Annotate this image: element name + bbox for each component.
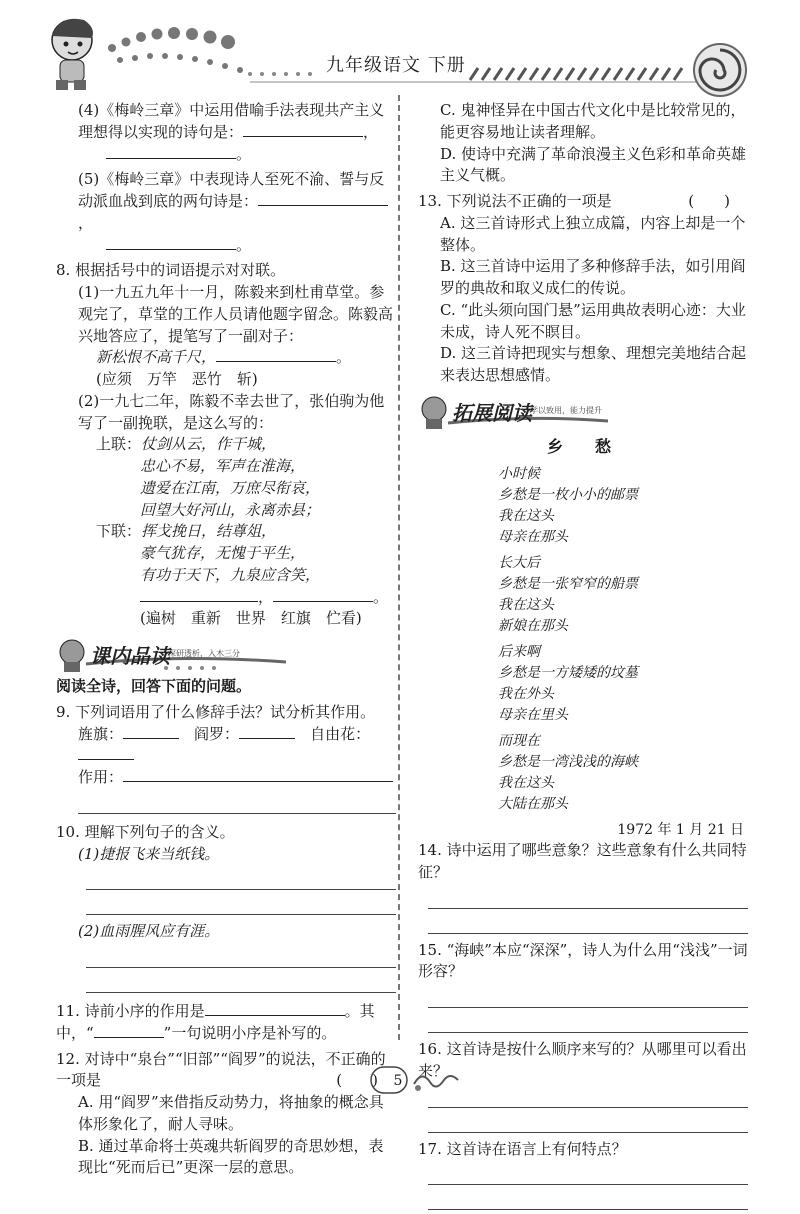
- punct: ，: [258, 587, 274, 606]
- label: 自由花：: [310, 724, 371, 743]
- answer-blank[interactable]: [78, 745, 134, 760]
- question-5-text: (5)《梅岭三章》中表现诗人至死不渝、誓与反动派血战到底的两句诗是：: [78, 170, 385, 210]
- question-13-stem: 13. 下列说法不正确的一项是: [418, 192, 612, 210]
- reading-instruction: 阅读全诗，回答下面的问题。: [56, 677, 252, 695]
- option-b: B. 通过革命将士英魂共斩阎罗的奇思妙想，表现比“死而后已”更深一层的意思。: [78, 1136, 384, 1177]
- poem-line: 小时候: [498, 465, 540, 482]
- answer-blank[interactable]: [106, 144, 236, 159]
- question-4: (4)《梅岭三章》中运用借喻手法表现共产主义理想得以实现的诗句是： ， 。: [78, 101, 385, 163]
- poem-line: 我在这头: [498, 507, 554, 524]
- page-number: 5: [393, 1073, 403, 1089]
- option-a: A. 这三首诗形式上独立成篇，内容上却是一个整体。: [440, 213, 746, 254]
- answer-blank[interactable]: [140, 587, 258, 602]
- answer-blank[interactable]: [239, 724, 295, 739]
- question-10: [56, 822, 396, 993]
- answer-line[interactable]: [428, 909, 748, 934]
- answer-line[interactable]: [86, 968, 396, 993]
- right-column: [418, 100, 748, 1214]
- poem-line: 后来啊: [498, 643, 540, 660]
- answer-paren[interactable]: ( ): [688, 192, 730, 210]
- section-banner-extended: [418, 391, 748, 431]
- question-15-text: 15. “海峡”本应“深深”，诗人为什么用“浅浅”一词形容？: [418, 940, 748, 981]
- answer-line[interactable]: [86, 890, 396, 915]
- poem-stanza: [498, 642, 748, 726]
- question-9-stem: 9. 下列词语用了什么修辞手法？试分析其作用。: [56, 702, 376, 721]
- answer-blank[interactable]: [216, 347, 336, 362]
- poem-line: 乡愁是一张窄窄的船票: [498, 575, 638, 592]
- swirl-icon: [694, 44, 746, 96]
- hint-words: (应须 万竿 恶竹 斩): [96, 370, 258, 388]
- poem-line: 我在外头: [498, 685, 554, 702]
- punct: 。: [236, 235, 252, 254]
- answer-line[interactable]: [428, 1108, 748, 1133]
- label: 阎罗：: [194, 724, 240, 743]
- couplet-line: 有功于天下，九泉应含笑，: [140, 565, 321, 584]
- answer-line[interactable]: [86, 865, 396, 890]
- poem-stanza: [498, 731, 748, 815]
- punct: 。: [336, 348, 352, 367]
- poem-line: 新娘在那头: [498, 617, 568, 634]
- answer-blank[interactable]: [273, 587, 373, 602]
- answer-line[interactable]: [86, 943, 396, 968]
- sentence-1: (1)捷报飞来当纸钱。: [78, 844, 220, 863]
- couplet-line: 新松恨不高千尺，: [96, 348, 217, 367]
- poem-line: 我在这头: [498, 596, 554, 613]
- question-8-stem: 8. 根据括号中的词语提示对对联。: [56, 261, 286, 280]
- question-12-continued: [418, 100, 748, 187]
- poem-line: 乡愁是一枚小小的邮票: [498, 486, 638, 503]
- couplet-line: 回望大好河山，永离赤县；: [140, 500, 321, 519]
- poem-line: 而现在: [498, 732, 540, 749]
- poem-date: 1972 年 1 月 21 日: [617, 821, 744, 838]
- answer-line[interactable]: [428, 983, 748, 1008]
- answer-line[interactable]: [428, 884, 748, 909]
- answer-blank[interactable]: [243, 122, 363, 137]
- question-10-stem: 10. 理解下列句子的含义。: [56, 822, 235, 841]
- question-4-text: (4)《梅岭三章》中运用借喻手法表现共产主义理想得以实现的诗句是：: [78, 101, 385, 141]
- couplet-line: 豪气犹存，无愧于平生，: [140, 544, 306, 562]
- answer-blank[interactable]: [205, 1001, 345, 1016]
- question-16-text: 16. 这首诗是按什么顺序来写的？从哪里可以看出来？: [418, 1040, 747, 1080]
- couplet-line: 遗爱在江南，万庶尽衔哀，: [140, 478, 321, 497]
- page-header: [0, 0, 800, 105]
- couplet-line: 仗剑从云，作干城，: [141, 435, 277, 454]
- poem-line: 长大后: [498, 554, 540, 571]
- answer-paren[interactable]: ( ): [336, 1071, 378, 1090]
- answer-line[interactable]: [428, 1008, 748, 1033]
- question-17-text: 17. 这首诗在语言上有何特点？: [418, 1139, 627, 1158]
- poem-stanza: [498, 553, 748, 637]
- answer-blank[interactable]: [123, 724, 179, 739]
- poem-stanza: [498, 464, 748, 548]
- hatched-band-decoration: [470, 68, 682, 80]
- banner-title: 拓展阅读: [452, 400, 532, 425]
- answer-blank[interactable]: [106, 235, 236, 250]
- punct: 。: [236, 144, 252, 163]
- question-8-part2: (2)一九七二年，陈毅不幸去世了，张伯驹为他写了一副挽联，是这么写的：: [78, 391, 385, 432]
- punct: 。: [373, 587, 389, 606]
- question-11-text: ”一句说明小序是补写的。: [163, 1023, 337, 1042]
- answer-blank[interactable]: [258, 191, 388, 206]
- question-5: (5)《梅岭三章》中表现诗人至死不渝、誓与反动派血战到底的两句诗是：， 。: [56, 169, 396, 256]
- question-11-text: 11. 诗前小序的作用是: [56, 1002, 205, 1020]
- answer-blank[interactable]: [123, 767, 393, 782]
- answer-line[interactable]: [428, 1160, 748, 1185]
- question-15: [418, 940, 748, 1034]
- question-13: [418, 191, 748, 387]
- question-14-text: 14. 诗中运用了哪些意象？这些意象有什么共同特征？: [418, 841, 747, 881]
- section-banner-in-class: [56, 634, 396, 674]
- poem-body: [418, 464, 748, 815]
- cartoon-boy-icon: [52, 19, 93, 90]
- column-divider: [398, 95, 400, 1040]
- upper-couplet-label: 上联：: [96, 435, 142, 454]
- lower-couplet-label: 下联：: [96, 522, 142, 541]
- option-b: B. 这三首诗中运用了多种修辞手法，如引用阎罗的典故和取义成仁的传说。: [440, 257, 746, 297]
- answer-line[interactable]: [428, 1185, 748, 1210]
- poem-line: 我在这头: [498, 774, 554, 791]
- banner-title: 课内品读: [90, 644, 170, 668]
- question-9: [56, 702, 396, 814]
- option-d: D. 使诗中充满了革命浪漫主义色彩和革命英雄主义气概。: [440, 144, 747, 185]
- poem-line: 乡愁是一湾浅浅的海峡: [498, 753, 638, 770]
- question-12-stem: 12. 对诗中“泉台”“旧部”“阎罗”的说法，不正确的一项是: [56, 1049, 386, 1090]
- couplet-line: 挥戈挽日，结尊俎，: [141, 522, 277, 541]
- dot-arc-decoration: [108, 27, 243, 73]
- answer-blank[interactable]: [94, 1023, 164, 1038]
- page-title: 九年级语文 下册: [326, 55, 466, 76]
- poem-line: 母亲在那头: [498, 528, 568, 545]
- question-17: [418, 1139, 748, 1211]
- left-column: [56, 100, 396, 1183]
- question-14: [418, 840, 748, 934]
- hint-words: (遍树 重新 世界 红旗 伫看): [140, 609, 362, 628]
- label: 旌旗：: [78, 724, 124, 743]
- option-c: C. 鬼神怪异在中国古代文化中是比较常见的，能更容易地让读者理解。: [440, 101, 746, 141]
- label: 作用：: [78, 768, 124, 786]
- question-8: [56, 260, 396, 630]
- option-c: C. “此头须向国门悬”运用典故表明心迹：大业未成，诗人死不瞑目。: [440, 300, 746, 341]
- banner-subtitle: 学以致用，能力提升: [530, 405, 602, 415]
- banner-subtitle: 深研透析，入木三分: [168, 649, 240, 658]
- poem-line: 乡愁是一方矮矮的坟墓: [498, 664, 638, 681]
- question-8-part1: (1)一九五九年十一月，陈毅来到杜甫草堂。参观完了，草堂的工作人员请他题字留念。陈毅高兴地答应了，提笔写了一副对子：: [78, 283, 394, 345]
- question-12: [56, 1049, 396, 1180]
- answer-line[interactable]: [78, 789, 396, 814]
- couplet-line: 忠心不易，军声在淮海，: [140, 457, 306, 475]
- question-11: [56, 1001, 396, 1045]
- sentence-2: (2)血雨腥风应有涯。: [78, 922, 220, 941]
- poem-line: 大陆在那头: [498, 795, 568, 812]
- poem-line: 母亲在里头: [498, 706, 568, 723]
- option-a: A. 用“阎罗”来借指反动势力，将抽象的概念具体形象化了，耐人寻味。: [78, 1093, 384, 1133]
- question-11-text: 。其中，“: [56, 1002, 375, 1042]
- option-d: D. 这三首诗把现实与想象、理想完美地结合起来表达思想感情。: [440, 344, 747, 384]
- poem-title: 乡 愁: [546, 436, 619, 456]
